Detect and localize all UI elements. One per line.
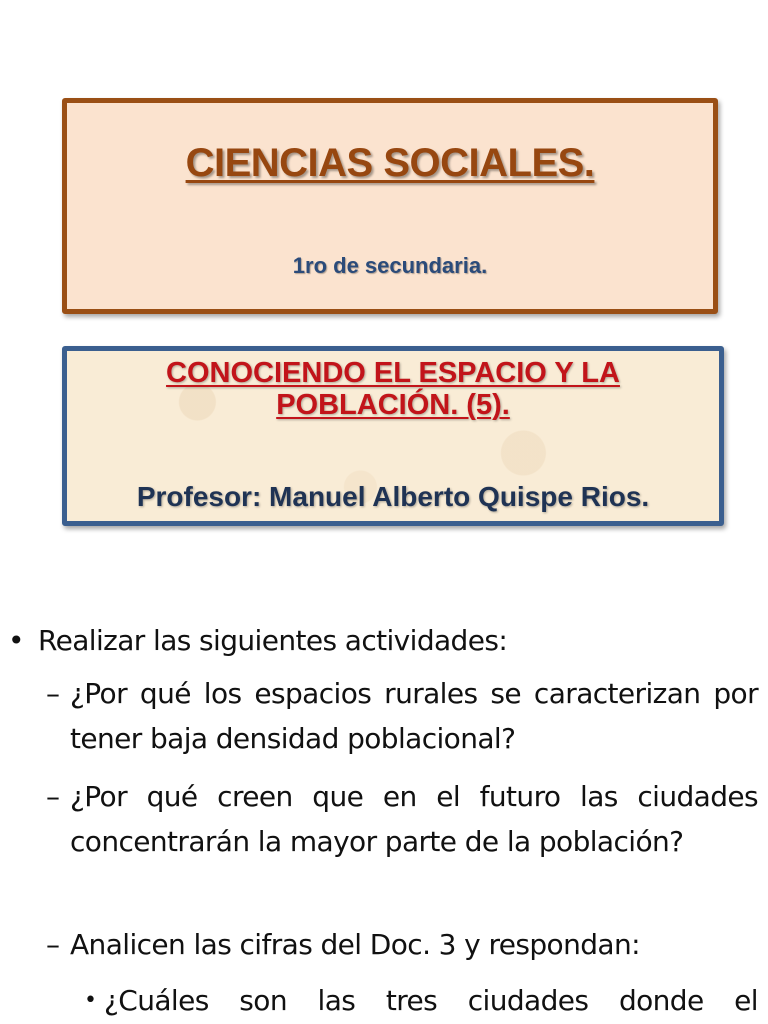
list-item-subsub-1 <box>84 978 758 1023</box>
list-item-text: ¿Por qué creen que en el futuro las ciudades concentrarán la mayor parte de la población? <box>70 780 758 858</box>
list-item-sub-2 <box>46 774 758 864</box>
course-title: CIENCIAS SOCIALES. <box>185 141 595 185</box>
list-item-text: ¿Cuáles son las tres ciudades donde el <box>104 984 758 1017</box>
bullet-marker: • <box>8 624 24 657</box>
dash-marker: – <box>46 677 60 710</box>
list-item-text: Realizar las siguientes actividades: <box>38 624 508 657</box>
teacher-name: Profesor: Manuel Alberto Quispe Rios. <box>136 481 650 512</box>
list-item-sub-3 <box>46 922 758 967</box>
title-box <box>62 98 718 314</box>
dash-marker: – <box>46 928 60 961</box>
bullet-marker: • <box>84 988 97 1013</box>
list-item-text: Analicen las cifras del Doc. 3 y respondan: <box>70 928 640 961</box>
dash-marker: – <box>46 780 60 813</box>
grade-subtitle: 1ro de secundaria. <box>292 253 488 278</box>
list-item-text: ¿Por qué los espacios rurales se caracterizan por tener baja densidad poblacional? <box>70 677 758 755</box>
topic-box <box>62 346 724 526</box>
list-item-sub-1 <box>46 671 758 761</box>
topic-heading: CONOCIENDO EL ESPACIO Y LA POBLACIÓN. (5). <box>166 357 620 421</box>
